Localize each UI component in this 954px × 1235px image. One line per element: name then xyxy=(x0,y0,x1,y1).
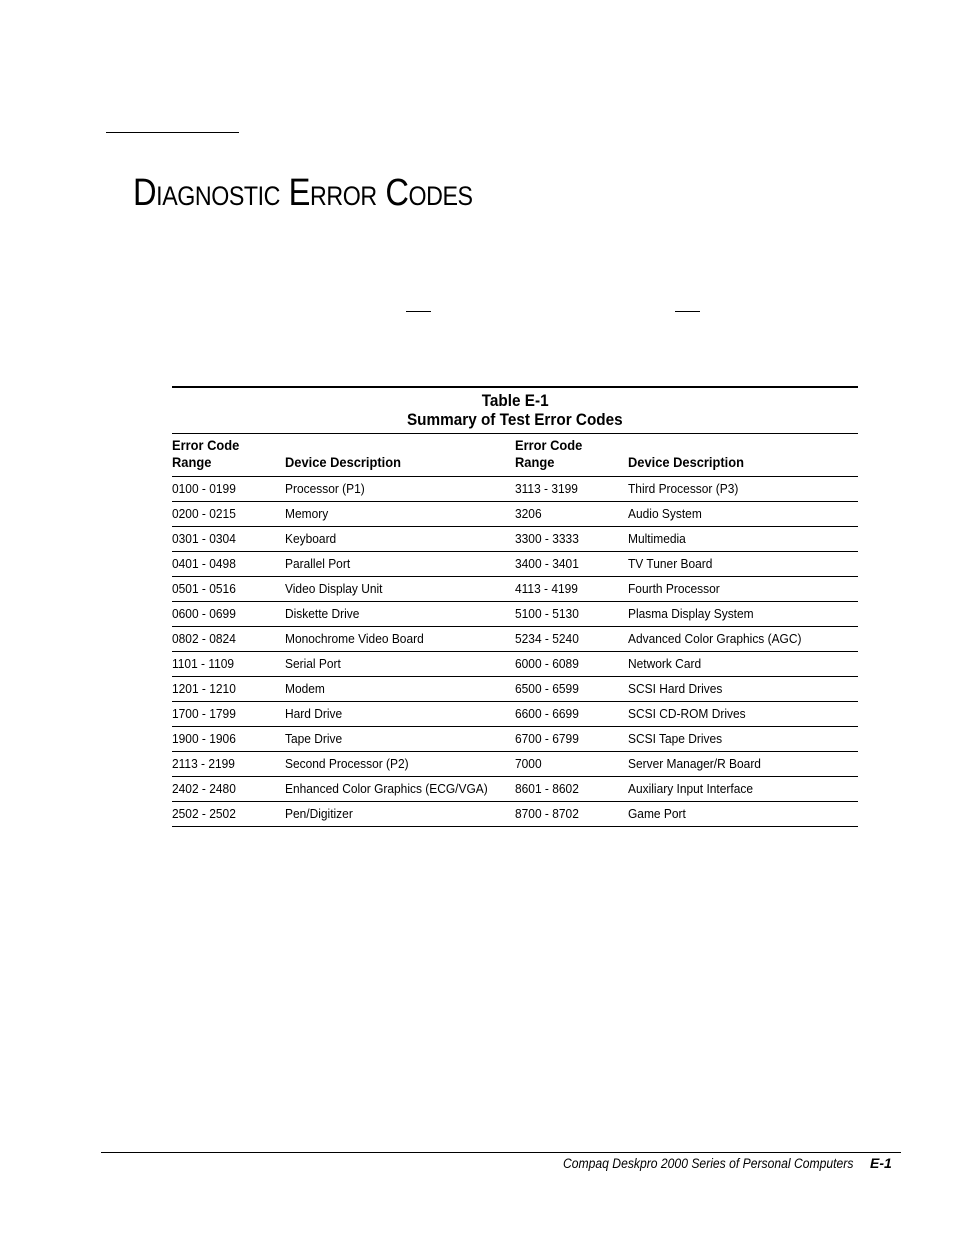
chapter-title: Diagnostic Error Codes xyxy=(133,172,473,214)
table-row xyxy=(172,727,858,752)
error-code-range-left-cell: 0600 - 0699 xyxy=(172,606,236,621)
device-description-right-cell: Server Manager/R Board xyxy=(628,756,761,771)
device-description-right-cell: Network Card xyxy=(628,656,702,671)
header-error-code-range-left: Error Code Range xyxy=(172,437,240,470)
error-code-range-left-cell: 0200 - 0215 xyxy=(172,506,236,521)
device-description-left-cell: Parallel Port xyxy=(285,556,351,571)
error-code-range-left-cell: 0501 - 0516 xyxy=(172,581,236,596)
device-description-right-cell: TV Tuner Board xyxy=(628,556,713,571)
device-description-left-cell: Memory xyxy=(285,506,329,521)
device-description-left-cell: Keyboard xyxy=(285,531,337,546)
error-code-range-right-cell: 8700 - 8702 xyxy=(515,806,579,821)
error-code-range-right-cell: 6500 - 6599 xyxy=(515,681,579,696)
table-number: Table E-1 xyxy=(481,391,549,410)
error-code-range-right-cell: 7000 xyxy=(515,756,542,771)
table-row xyxy=(172,552,858,577)
device-description-right-cell: Fourth Processor xyxy=(628,581,720,596)
error-code-range-left-cell: 2502 - 2502 xyxy=(172,806,236,821)
table-row xyxy=(172,752,858,777)
device-description-right-cell: SCSI Tape Drives xyxy=(628,731,723,746)
table-row xyxy=(172,627,858,652)
device-description-left-cell: Second Processor (P2) xyxy=(285,756,409,771)
blank-line-left xyxy=(406,311,431,312)
device-description-right-cell: Third Processor (P3) xyxy=(628,481,739,496)
device-description-left-cell: Enhanced Color Graphics (ECG/VGA) xyxy=(285,781,488,796)
device-description-right-cell: Plasma Display System xyxy=(628,606,754,621)
device-description-left-cell: Processor (P1) xyxy=(285,481,365,496)
error-code-range-right-cell: 6700 - 6799 xyxy=(515,731,579,746)
error-code-range-right-cell: 3400 - 3401 xyxy=(515,556,579,571)
device-description-left-cell: Monochrome Video Board xyxy=(285,631,424,646)
error-code-range-left-cell: 0802 - 0824 xyxy=(172,631,236,646)
device-description-left-cell: Tape Drive xyxy=(285,731,343,746)
device-description-right-cell: SCSI CD-ROM Drives xyxy=(628,706,746,721)
device-description-left-cell: Pen/Digitizer xyxy=(285,806,353,821)
error-code-range-left-cell: 1101 - 1109 xyxy=(172,656,235,671)
error-code-range-left-cell: 0401 - 0498 xyxy=(172,556,236,571)
blank-line-right xyxy=(675,311,700,312)
error-code-range-right-cell: 3113 - 3199 xyxy=(515,481,578,496)
device-description-left-cell: Hard Drive xyxy=(285,706,343,721)
device-description-right-cell: Auxiliary Input Interface xyxy=(628,781,753,796)
table-row xyxy=(172,702,858,727)
device-description-right-cell: SCSI Hard Drives xyxy=(628,681,723,696)
table-row xyxy=(172,602,858,627)
error-codes-table xyxy=(172,386,858,827)
error-code-range-left-cell: 2113 - 2199 xyxy=(172,756,235,771)
error-code-range-right-cell: 5234 - 5240 xyxy=(515,631,579,646)
error-code-range-right-cell: 8601 - 8602 xyxy=(515,781,579,796)
device-description-right-cell: Multimedia xyxy=(628,531,686,546)
table-row xyxy=(172,677,858,702)
table-body xyxy=(172,477,858,827)
table-row xyxy=(172,777,858,802)
device-description-left-cell: Serial Port xyxy=(285,656,341,671)
footer-page-number: E-1 xyxy=(870,1155,892,1171)
error-code-range-right-cell: 6000 - 6089 xyxy=(515,656,579,671)
error-code-range-right-cell: 3300 - 3333 xyxy=(515,531,579,546)
table-row xyxy=(172,577,858,602)
table-caption xyxy=(172,388,858,433)
error-code-range-left-cell: 1700 - 1799 xyxy=(172,706,236,721)
header-device-description-right: Device Description xyxy=(628,454,744,470)
chapter-top-rule xyxy=(106,132,239,133)
footer-rule xyxy=(101,1152,901,1153)
device-description-right-cell: Game Port xyxy=(628,806,686,821)
error-code-range-right-cell: 4113 - 4199 xyxy=(515,581,578,596)
device-description-left-cell: Video Display Unit xyxy=(285,581,383,596)
table-row xyxy=(172,802,858,827)
device-description-left-cell: Modem xyxy=(285,681,325,696)
error-code-range-left-cell: 1900 - 1906 xyxy=(172,731,236,746)
table-header-row xyxy=(172,433,858,477)
header-device-description-left: Device Description xyxy=(285,454,401,470)
device-description-left-cell: Diskette Drive xyxy=(285,606,360,621)
header-error-code-range-right: Error Code Range xyxy=(515,437,583,470)
table-row xyxy=(172,502,858,527)
error-code-range-left-cell: 1201 - 1210 xyxy=(172,681,236,696)
error-code-range-left-cell: 2402 - 2480 xyxy=(172,781,236,796)
device-description-right-cell: Audio System xyxy=(628,506,702,521)
error-code-range-right-cell: 6600 - 6699 xyxy=(515,706,579,721)
error-code-range-left-cell: 0100 - 0199 xyxy=(172,481,236,496)
footer-book-title: Compaq Deskpro 2000 Series of Personal Computers xyxy=(563,1156,854,1171)
table-title: Summary of Test Error Codes xyxy=(407,410,623,429)
table-row xyxy=(172,652,858,677)
error-code-range-right-cell: 3206 xyxy=(515,506,542,521)
error-code-range-right-cell: 5100 - 5130 xyxy=(515,606,579,621)
table-row xyxy=(172,477,858,502)
table-row xyxy=(172,527,858,552)
device-description-right-cell: Advanced Color Graphics (AGC) xyxy=(628,631,802,646)
error-code-range-left-cell: 0301 - 0304 xyxy=(172,531,236,546)
